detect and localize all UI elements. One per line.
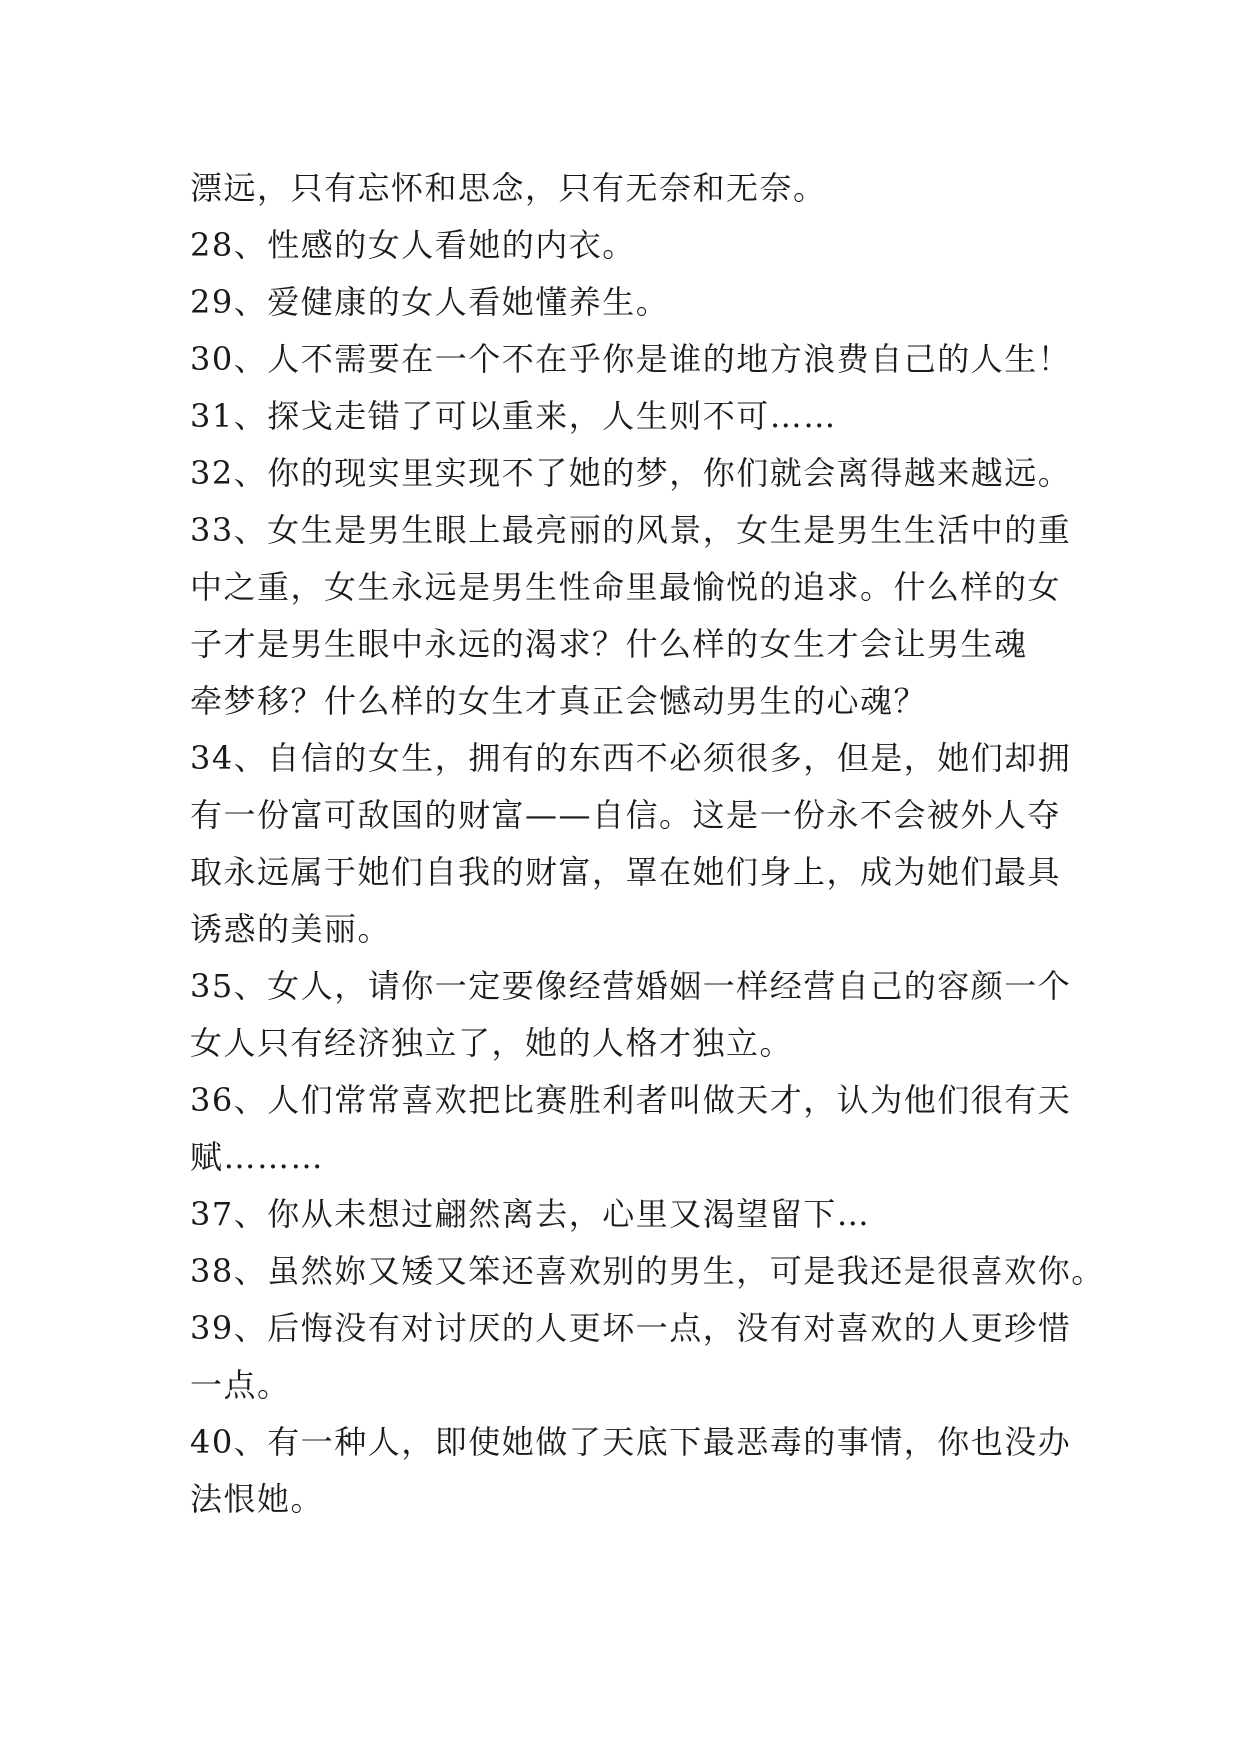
text-line: 牵梦移？什么样的女生才真正会憾动男生的心魂？ [190,682,928,720]
document-body [190,160,1105,1528]
text-line: 28、性感的女人看她的内衣。 [190,226,636,264]
text-line: 取永远属于她们自我的财富，罩在她们身上，成为她们最具 [190,853,1062,891]
text-line: 37、你从未想过翩然离去，心里又渴望留下… [190,1195,871,1233]
text-line: 有一份富可敌国的财富——自信。这是一份永不会被外人夺 [190,796,1062,834]
text-line: 39、后悔没有对讨厌的人更坏一点，没有对喜欢的人更珍惜 [190,1309,1072,1347]
text-line: 40、有一种人，即使她做了天底下最恶毒的事情，你也没办 [190,1423,1072,1461]
text-line: 漂远，只有忘怀和思念，只有无奈和无奈。 [190,169,827,207]
text-line: 34、自信的女生，拥有的东西不必须很多，但是，她们却拥 [190,739,1072,777]
text-line: 30、人不需要在一个不在乎你是谁的地方浪费自己的人生！ [190,340,1072,378]
text-line: 赋……… [190,1138,325,1176]
text-line: 38、虽然妳又矮又笨还喜欢别的男生，可是我还是很喜欢你。 [190,1252,1105,1290]
text-line: 法恨她。 [190,1480,325,1518]
text-line: 31、探戈走错了可以重来，人生则不可…… [190,397,837,435]
text-line: 中之重，女生永远是男生性命里最愉悦的追求。什么样的女 [190,568,1062,606]
text-line: 36、人们常常喜欢把比赛胜利者叫做天才，认为他们很有天 [190,1081,1072,1119]
text-line: 32、你的现实里实现不了她的梦，你们就会离得越来越远。 [190,454,1072,492]
text-line: 29、爱健康的女人看她懂养生。 [190,283,670,321]
text-line: 35、女人，请你一定要像经营婚姻一样经营自己的容颜一个 [190,967,1072,1005]
text-line: 33、女生是男生眼上最亮丽的风景，女生是男生生活中的重 [190,511,1072,549]
text-line: 一点。 [190,1366,291,1404]
text-line: 女人只有经济独立了，她的人格才独立。 [190,1024,794,1062]
text-line: 诱惑的美丽。 [190,910,392,948]
text-line: 子才是男生眼中永远的渴求？什么样的女生才会让男生魂 [190,625,1028,663]
